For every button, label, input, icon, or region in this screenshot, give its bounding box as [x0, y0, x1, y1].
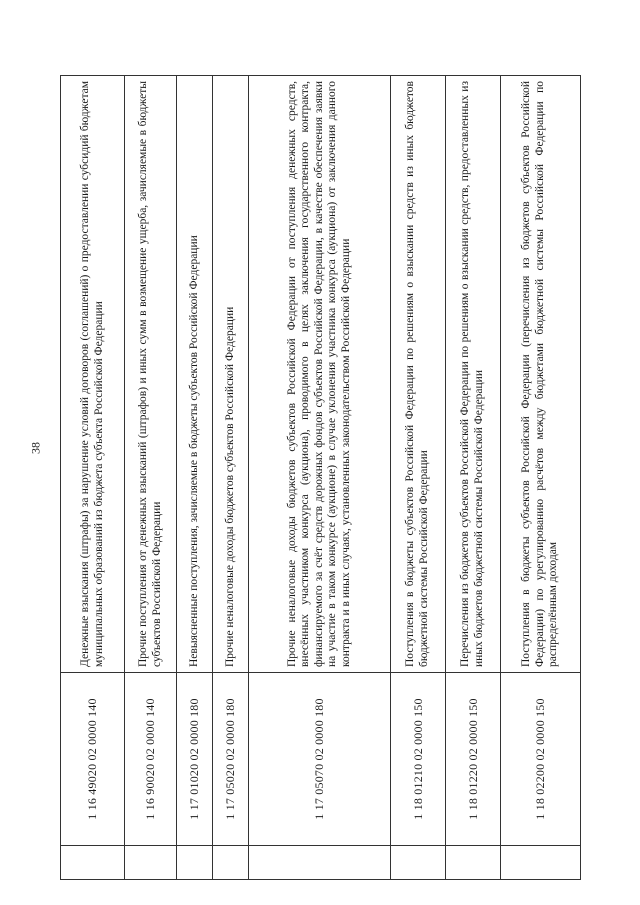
table-row: [125, 76, 177, 880]
description-cell: Прочие поступления от денежных взысканий (штрафов) и иных сумм в возмещение ущерба, зачисляемые в бюджеты субъектов Российской Федерации: [125, 76, 177, 673]
empty-cell: [125, 846, 177, 880]
table-row: [177, 76, 213, 880]
description-cell: Поступления в бюджеты субъектов Российской Федерации по решениям о взыскании средств из иных бюджетов бюджетной системы Российской Федерации: [391, 76, 446, 673]
table-row: [249, 76, 391, 880]
page-number: 38: [28, 442, 43, 454]
table-row: [61, 76, 125, 880]
table-row: [391, 76, 446, 880]
description-cell: Денежные взыскания (штрафы) за нарушение условий договоров (соглашений) о предоставлении субсидий бюджетам муниципальных образований из бюджета субъекта Российской Федерации: [61, 76, 125, 673]
code-cell: 1 16 90020 02 0000 140: [125, 673, 177, 846]
empty-cell: [501, 846, 581, 880]
code-cell: 1 16 49020 02 0000 140: [61, 673, 125, 846]
revenue-codes-table: [60, 75, 581, 880]
code-cell: 1 18 01220 02 0000 150: [446, 673, 501, 846]
code-cell: 1 18 02200 02 0000 150: [501, 673, 581, 846]
code-cell: 1 17 01020 02 0000 180: [177, 673, 213, 846]
table-row: [501, 76, 581, 880]
description-cell: Прочие неналоговые доходы бюджетов субъектов Российской Федерации от поступления денежных средств, внесённых участником конкурса (аукциона), проводимого в целях заключения государственного контракта, финансируемого за счёт средств дорожных фондов субъектов Российской Федерации, в качестве обеспечения заявки на участие в таком конкурсе (аукционе) в случае уклонения участника конкурса (аукциона) от заключения данного контракта и в иных случаях, установленных законодательством Российской Федерации: [249, 76, 391, 673]
description-cell: Перечисления из бюджетов субъектов Российской Федерации по решениям о взыскании средств, предоставленных из иных бюджетов бюджетной системы Российской Федерации: [446, 76, 501, 673]
table-row: [446, 76, 501, 880]
code-cell: 1 17 05020 02 0000 180: [213, 673, 249, 846]
code-cell: 1 18 01210 02 0000 150: [391, 673, 446, 846]
empty-cell: [213, 846, 249, 880]
empty-cell: [391, 846, 446, 880]
description-cell: Прочие неналоговые доходы бюджетов субъектов Российской Федерации: [213, 76, 249, 673]
table-row: [213, 76, 249, 880]
description-cell: Поступления в бюджеты субъектов Российской Федерации (перечисления из бюджетов субъектов Российской Федерации) по урегулированию расчётов между бюджетами бюджетной системы Российской Федерации по распределённым доходам: [501, 76, 581, 673]
code-cell: 1 17 05070 02 0000 180: [249, 673, 391, 846]
empty-cell: [177, 846, 213, 880]
empty-cell: [61, 846, 125, 880]
empty-cell: [249, 846, 391, 880]
description-cell: Невыясненные поступления, зачисляемые в бюджеты субъектов Российской Федерации: [177, 76, 213, 673]
empty-cell: [446, 846, 501, 880]
rotated-table-container: [60, 75, 580, 880]
